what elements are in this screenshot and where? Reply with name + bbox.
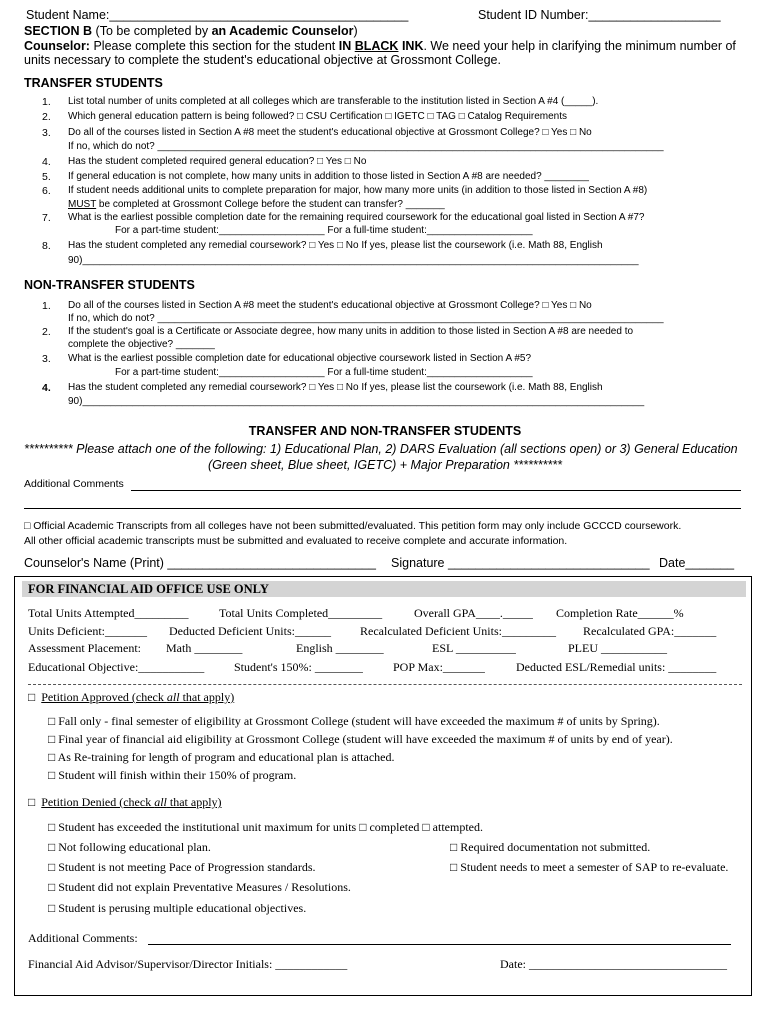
approved-text-c: that apply)	[179, 690, 235, 704]
counselor-date-field[interactable]: Date_______	[659, 556, 735, 570]
approved-option-150-percent[interactable]: □ Student will finish within their 150% of program.	[48, 768, 297, 782]
fa-additional-comments-label: Additional Comments:	[28, 931, 138, 945]
transfer-item-1[interactable]: List total number of units completed at all colleges which are transferable to the institution listed in Section A #4 (_____).	[68, 96, 599, 107]
non-transfer-item-4[interactable]: Has the student completed any remedial coursework? □ Yes □ No If yes, please list the coursework (i.e. Math 88, English	[68, 382, 603, 393]
financial-aid-heading: FOR FINANCIAL AID OFFICE USE ONLY	[28, 582, 269, 596]
transcripts-notice: All other official academic transcripts must be submitted and evaluated to receive complete and accurate information.	[24, 535, 568, 547]
recalculated-deficient-units[interactable]: Recalculated Deficient Units:_________	[360, 624, 556, 638]
denied-option-preventative[interactable]: □ Student did not explain Preventative Measures / Resolutions.	[48, 880, 351, 894]
instr-text-a: Please complete this section for the student	[89, 39, 339, 53]
non-transfer-item-3[interactable]: What is the earliest possible completion date for educational objective coursework listed in Section A #5?	[68, 353, 532, 364]
transfer-item-6-line2[interactable]	[68, 199, 445, 210]
transfer-heading: TRANSFER STUDENTS	[24, 76, 163, 90]
additional-comments-line-2[interactable]	[24, 508, 741, 509]
denied-option-pace[interactable]: □ Student is not meeting Pace of Progression standards.	[48, 860, 316, 874]
petition-denied-label	[41, 795, 221, 809]
instr-ink: INK	[398, 39, 424, 53]
transfer-item-3-followup[interactable]: If no, which do not? ___________________________________________________________________________________________	[68, 141, 664, 152]
educational-objective[interactable]: Educational Objective:___________	[28, 660, 205, 674]
transfer-item-number: 2.	[42, 111, 51, 123]
fa-date-field[interactable]: Date: _________________________________	[500, 957, 727, 971]
non-transfer-heading: NON-TRANSFER STUDENTS	[24, 278, 195, 292]
petition-approved-label	[41, 690, 234, 704]
petition-denied-checkbox[interactable]	[28, 795, 222, 810]
non-transfer-item-number: 4.	[42, 382, 51, 394]
transfer-item-number: 4.	[42, 156, 51, 168]
additional-comments-line[interactable]	[131, 490, 741, 491]
assessment-placement-label: Assessment Placement:	[28, 641, 141, 655]
instr-black: BLACK	[354, 39, 399, 53]
approved-text-all: all	[166, 690, 180, 704]
transfer-item-number: 8.	[42, 240, 51, 252]
additional-comments-label: Additional Comments	[24, 478, 124, 490]
denied-option-documentation[interactable]: □ Required documentation not submitted.	[450, 840, 651, 854]
approved-text-a: Petition Approved (check	[41, 690, 167, 704]
transfer-item-number: 3.	[42, 127, 51, 139]
transfer-item-5[interactable]: If general education is not complete, how many units in addition to those listed in Section A #8 are needed? ________	[68, 171, 589, 182]
section-b-label: SECTION B	[24, 24, 93, 38]
non-transfer-item-number: 3.	[42, 353, 51, 365]
pleu-placement[interactable]: PLEU ___________	[568, 641, 667, 655]
transcripts-checkbox[interactable]: □ Official Academic Transcripts from all colleges have not been submitted/evaluated. This petition form may only include GCCCD coursework.	[24, 520, 682, 532]
total-units-attempted[interactable]: Total Units Attempted_________	[28, 606, 189, 620]
counselor-label: Counselor:	[24, 39, 90, 53]
section-divider	[28, 684, 742, 685]
transfer-item-3[interactable]: Do all of the courses listed in Section A #8 meet the student's educational objective at Grossmont College? □ Yes □ No	[68, 127, 592, 138]
both-heading: TRANSFER AND NON-TRANSFER STUDENTS	[248, 424, 522, 438]
overall-gpa[interactable]: Overall GPA____._____	[414, 606, 533, 620]
attach-notice-line2: (Green sheet, Blue sheet, IGETC) + Major Preparation **********	[208, 458, 562, 472]
attach-notice-line1: ********** Please attach one of the following: 1) Educational Plan, 2) DARS Evaluation (all sections open) or 3) General Education	[24, 442, 738, 456]
transfer-item-4[interactable]: Has the student completed required general education? □ Yes □ No	[68, 156, 367, 167]
transfer-item-number: 1.	[42, 96, 51, 108]
must-emphasis: MUST	[68, 199, 97, 210]
transfer-item-7-dates[interactable]: For a part-time student:___________________ For a full-time student:___________________	[115, 225, 533, 236]
transfer-item-number: 7.	[42, 212, 51, 224]
deducted-deficient-units[interactable]: Deducted Deficient Units:______	[169, 624, 331, 638]
approved-option-final-year[interactable]: □ Final year of financial aid eligibility at Grossmont College (student will have exceeded the maximum # of units by end of year).	[48, 732, 673, 746]
english-placement[interactable]: English ________	[296, 641, 384, 655]
denied-text-a: Petition Denied (check	[41, 795, 155, 809]
section-b-title	[24, 24, 358, 38]
fa-initials-field[interactable]: Financial Aid Advisor/Supervisor/Director Initials: ____________	[28, 957, 348, 971]
non-transfer-item-number: 1.	[42, 300, 51, 312]
deducted-esl-remedial[interactable]: Deducted ESL/Remedial units: ________	[516, 660, 717, 674]
counselor-instructions-line2: units necessary to complete the student's educational objective at Grossmont College.	[24, 53, 501, 67]
non-transfer-item-1[interactable]: Do all of the courses listed in Section A #8 meet the student's educational objective at Grossmont College? □ Yes □ No	[68, 300, 592, 311]
fa-additional-comments-line[interactable]	[148, 944, 731, 945]
transfer-item-number: 5.	[42, 171, 51, 183]
units-deficient[interactable]: Units Deficient:_______	[28, 624, 147, 638]
student-150-percent[interactable]: Student's 150%: ________	[234, 660, 363, 674]
instr-text-e: . We need your help in clarifying the minimum number of	[423, 39, 736, 53]
section-b-close: )	[353, 24, 358, 38]
non-transfer-item-1-followup[interactable]: If no, which do not? ___________________________________________________________________________________________	[68, 313, 664, 324]
transfer-item-number: 6.	[42, 185, 51, 197]
denied-option-multiple-objectives[interactable]: □ Student is perusing multiple educational objectives.	[48, 901, 307, 915]
total-units-completed[interactable]: Total Units Completed_________	[219, 606, 383, 620]
non-transfer-item-2-line2[interactable]: complete the objective? _______	[68, 339, 215, 350]
checkbox-icon[interactable]: □	[28, 690, 36, 704]
counselor-signature-field[interactable]: Signature _____________________________	[391, 556, 650, 570]
non-transfer-item-2[interactable]: If the student's goal is a Certificate or Associate degree, how many units in addition to those listed in Section A #8 are needed to	[68, 326, 634, 337]
counselor-instructions	[24, 39, 736, 53]
completion-rate[interactable]: Completion Rate______%	[556, 606, 684, 620]
esl-placement[interactable]: ESL __________	[432, 641, 516, 655]
section-b-text: (To be completed by	[92, 24, 212, 38]
denied-option-sap[interactable]: □ Student needs to meet a semester of SAP to re-evaluate.	[450, 860, 729, 874]
checkbox-icon[interactable]: □	[28, 795, 36, 809]
section-b-counselor: an Academic Counselor	[211, 24, 354, 38]
non-transfer-item-4-line2[interactable]: 90)_____________________________________________________________________________________________________	[68, 396, 645, 407]
pop-max[interactable]: POP Max:_______	[393, 660, 485, 674]
transfer-item-2[interactable]: Which general education pattern is being followed? □ CSU Certification □ IGETC □ TAG □ Catalog Requirements	[68, 111, 568, 122]
math-placement[interactable]: Math ________	[166, 641, 243, 655]
denied-text-c: that apply)	[166, 795, 222, 809]
denied-option-unit-maximum[interactable]: □ Student has exceeded the institutional unit maximum for units □ completed □ attempted.	[48, 820, 483, 834]
transfer-item-8-line2[interactable]: 90)____________________________________________________________________________________________________	[68, 255, 639, 266]
denied-text-all: all	[154, 795, 167, 809]
transfer-item-7[interactable]: What is the earliest possible completion date for the remaining required coursework for the educational goal listed in Section A #7?	[68, 212, 645, 223]
transfer-item-6-rest: be completed at Grossmont College before the student can transfer? _______	[96, 199, 445, 210]
transfer-item-6[interactable]: If student needs additional units to complete preparation for major, how many more units (in addition to those listed in Section A #8)	[68, 185, 648, 196]
instr-in: IN	[338, 39, 355, 53]
student-id-field[interactable]: Student ID Number:___________________	[478, 8, 721, 22]
recalculated-gpa[interactable]: Recalculated GPA:_______	[583, 624, 717, 638]
approved-option-fall-only[interactable]: □ Fall only - final semester of eligibility at Grossmont College (student will have exceeded the maximum # of units by Spring).	[48, 714, 660, 728]
petition-approved-checkbox[interactable]	[28, 690, 234, 705]
approved-option-retraining[interactable]: □ As Re-training for length of program and educational plan is attached.	[48, 750, 395, 764]
denied-option-ed-plan[interactable]: □ Not following educational plan.	[48, 840, 211, 854]
transfer-item-8[interactable]: Has the student completed any remedial coursework? □ Yes □ No If yes, please list the coursework (i.e. Math 88, English	[68, 240, 603, 251]
counselor-name-field[interactable]: Counselor's Name (Print) ______________________________	[24, 556, 376, 570]
non-transfer-item-3-dates[interactable]: For a part-time student:___________________ For a full-time student:___________________	[115, 367, 533, 378]
non-transfer-item-number: 2.	[42, 326, 51, 338]
student-name-field[interactable]: Student Name:___________________________________________	[26, 8, 409, 22]
